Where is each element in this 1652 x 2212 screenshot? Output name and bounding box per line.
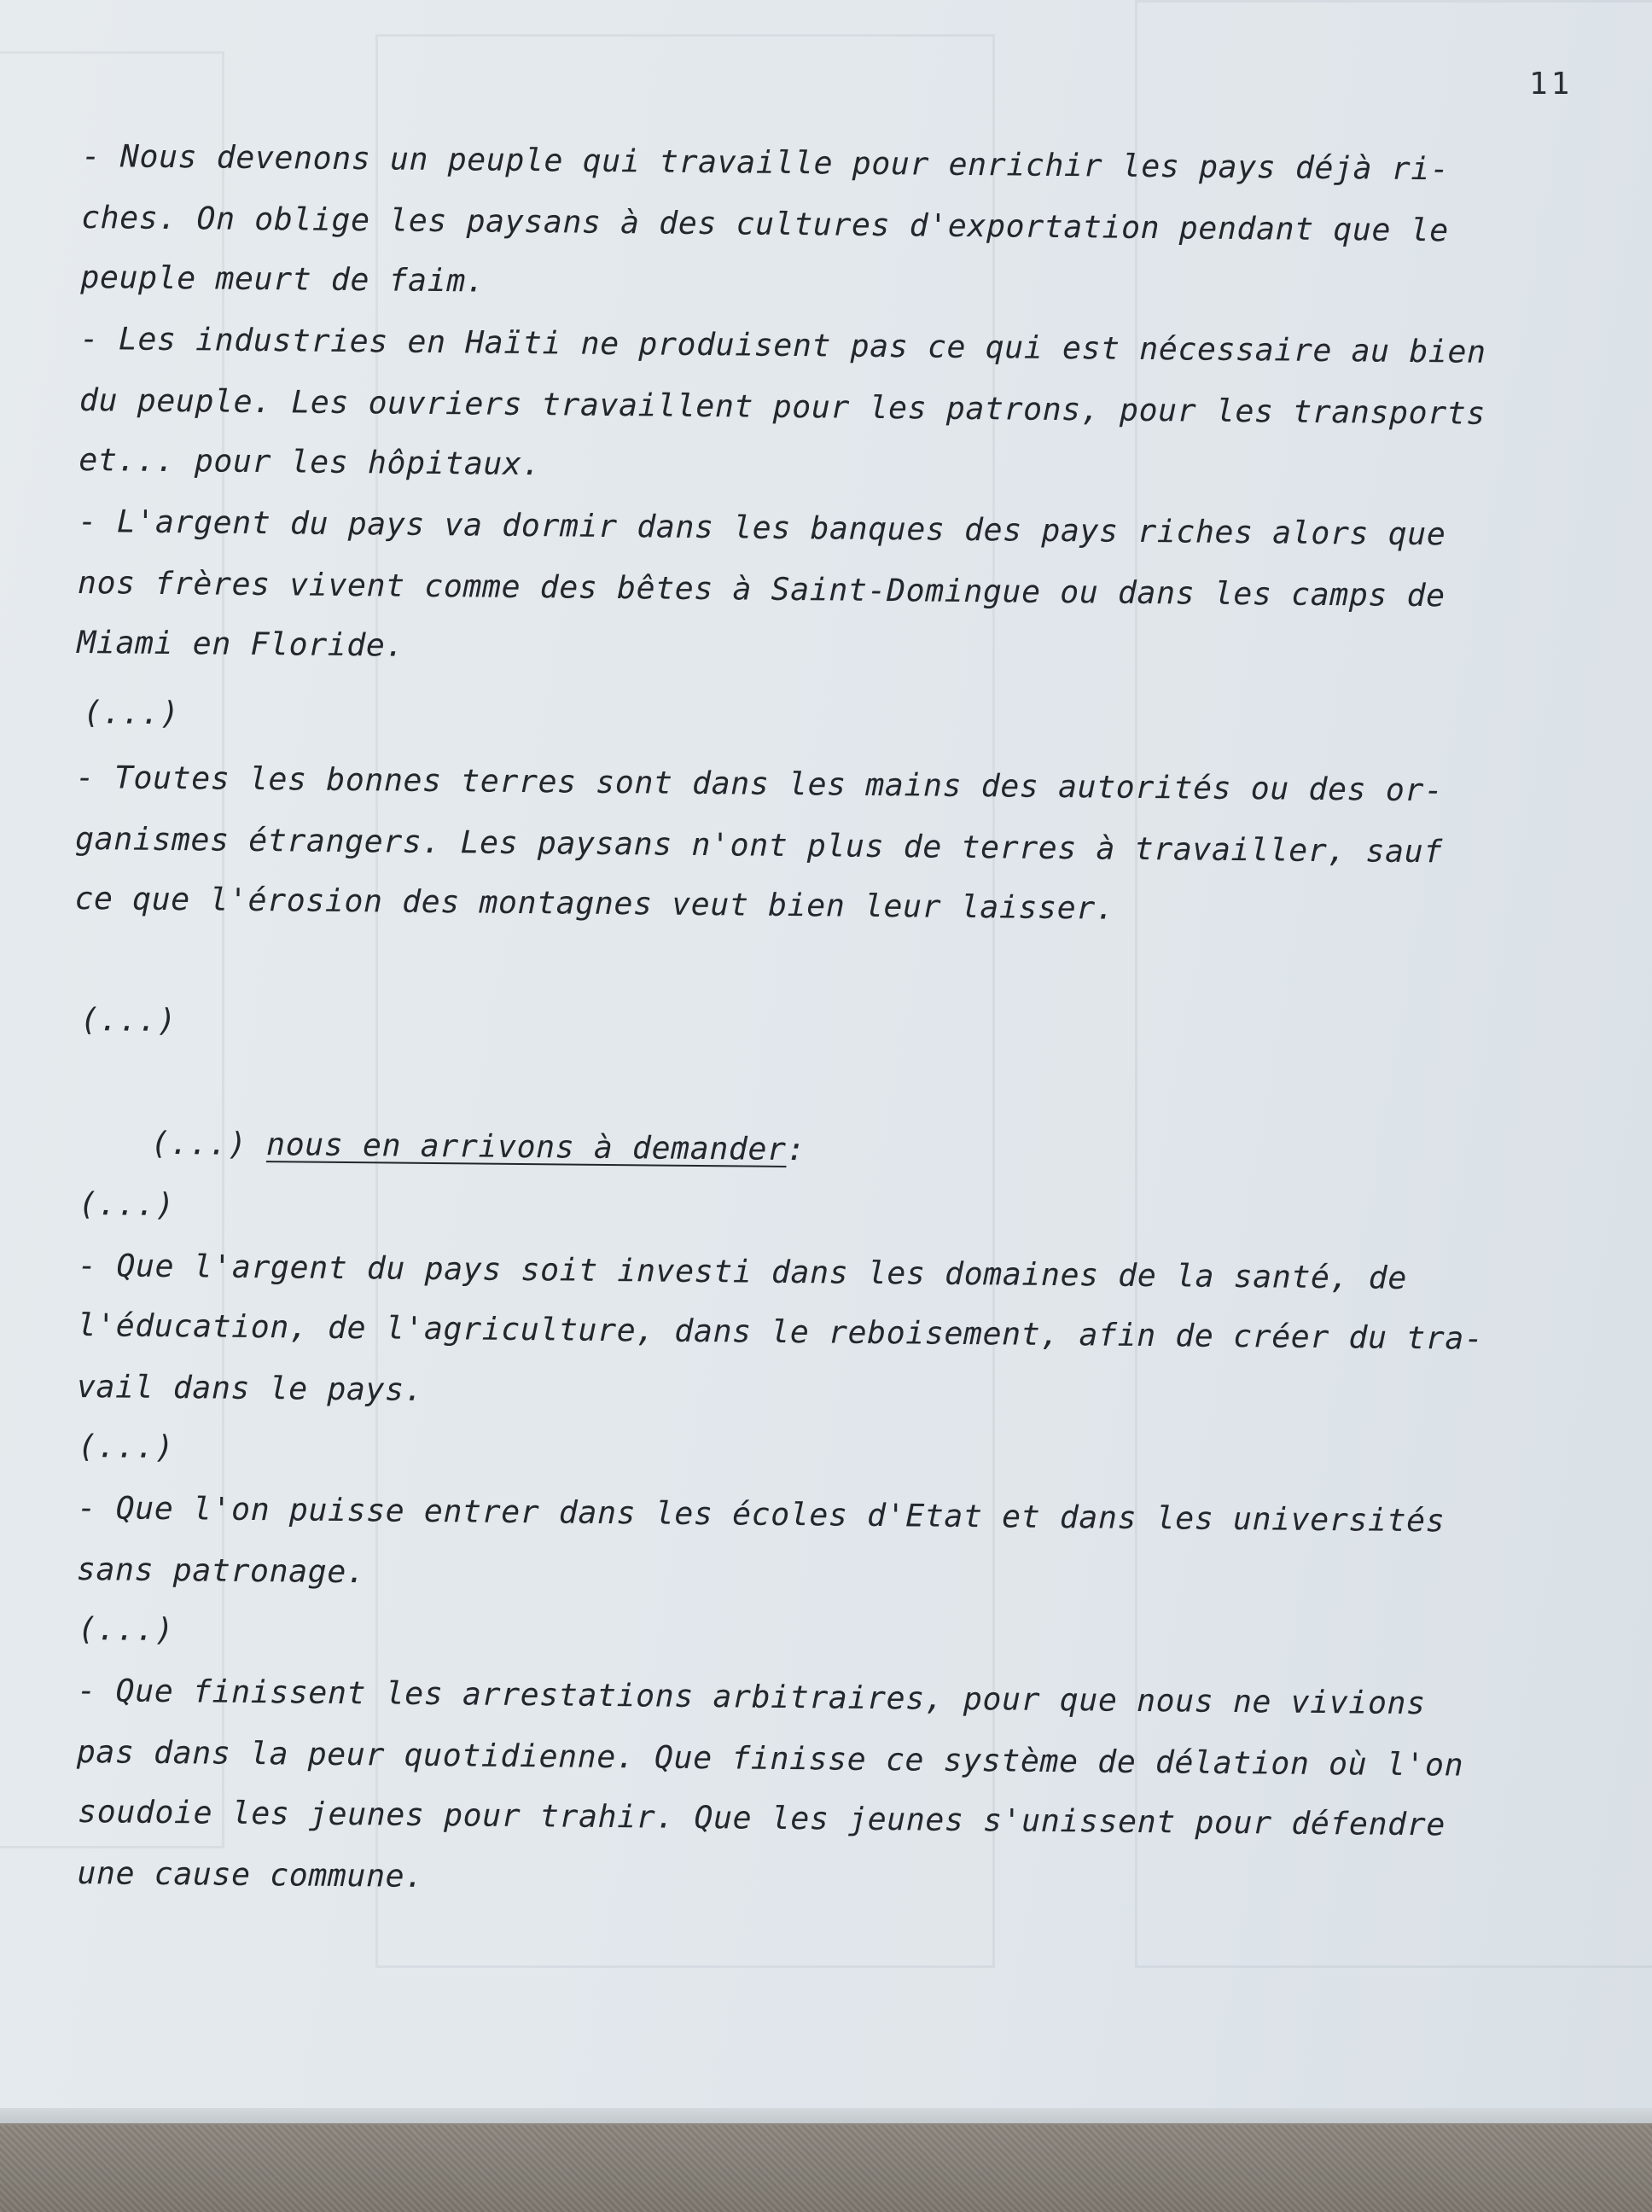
ellipsis-line: (...) <box>78 1610 175 1649</box>
text-line: ce que l'érosion des montagnes veut bien leur laisser. <box>74 879 1115 927</box>
text-line: ganismes étrangers. Les paysans n'ont plus de terres à travailler, sauf <box>74 819 1444 870</box>
text-line: nos frères vivent comme des bêtes à Saint-Domingue ou dans les camps de <box>77 563 1446 614</box>
ellipsis-line: (...) <box>78 1185 176 1224</box>
ellipsis-line: (...) <box>83 694 180 732</box>
page-number: 11 <box>1529 67 1573 102</box>
text-line: - L'argent du pays va dormir dans les banques des pays riches alors que <box>78 502 1446 553</box>
heading-suffix: : <box>786 1130 806 1168</box>
text-line: et... pour les hôpitaux. <box>79 440 542 483</box>
text-line: pas dans la peur quotidienne. Que finisse ce système de délation où l'on <box>76 1733 1464 1784</box>
ellipsis-line: (...) <box>78 1428 175 1466</box>
text-line: - Nous devenons un peuple qui travaille pour enrichir les pays déjà ri- <box>81 137 1450 188</box>
text-line: - Les industries en Haïti ne produisent pas ce qui est nécessaire au bien <box>79 319 1486 370</box>
page-bottom-edge <box>0 2108 1652 2123</box>
text-line: - Que l'argent du pays soit investi dans les domaines de la santé, de <box>78 1247 1408 1296</box>
text-line: - Que l'on puisse entrer dans les écoles d'Etat et dans les universités <box>77 1489 1446 1540</box>
text-line: peuple meurt de faim. <box>80 258 486 300</box>
background-surface <box>0 2125 1652 2212</box>
text-line: vail dans le pays. <box>76 1368 424 1408</box>
text-line: soudoie les jeunes pour trahir. Que les jeunes s'unissent pour défendre <box>77 1793 1446 1843</box>
heading-underlined-text: nous en arrivons à demander <box>265 1126 787 1167</box>
text-line: ches. On oblige les paysans à des cultures d'exportation pendant que le <box>80 198 1450 249</box>
text-line: une cause commune. <box>77 1854 425 1895</box>
show-through-frame-right <box>1135 0 1652 1968</box>
text-line: - Que finissent les arrestations arbitraires, pour que nous ne vivions <box>77 1672 1426 1722</box>
text-line: sans patronage. <box>76 1551 366 1591</box>
ellipsis-line: (...) <box>79 1001 177 1039</box>
heading-prefix: (...) <box>150 1124 247 1162</box>
section-heading <box>150 1124 806 1169</box>
text-line: l'éducation, de l'agriculture, dans le reboisement, afin de créer du tra- <box>77 1307 1484 1357</box>
text-line: - Toutes les bonnes terres sont dans les mains des autorités ou des or- <box>75 758 1444 809</box>
text-line: du peuple. Les ouvriers travaillent pour les patrons, pour les transports <box>79 381 1486 432</box>
text-line: Miami en Floride. <box>77 623 405 664</box>
